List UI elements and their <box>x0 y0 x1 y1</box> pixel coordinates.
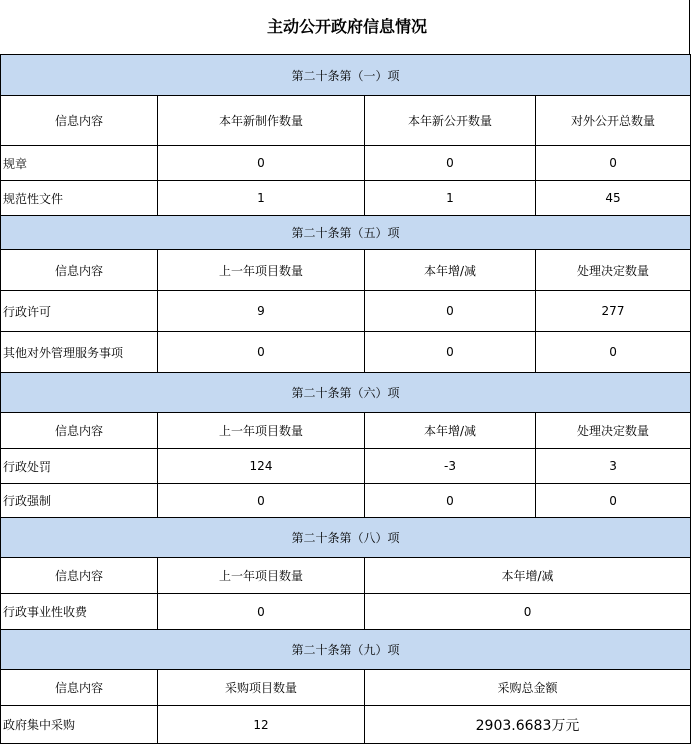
row-label: 行政处罚 <box>1 449 158 484</box>
section-header <box>1 55 691 96</box>
column-header-row <box>1 670 691 706</box>
section-header <box>1 373 691 413</box>
cell-value: 1 <box>365 181 536 216</box>
column-header: 信息内容 <box>1 96 158 146</box>
section-title: 第二十条第（九）项 <box>1 630 691 670</box>
cell-value: 0 <box>158 484 365 518</box>
cell-value: 0 <box>158 594 365 630</box>
table-row <box>1 291 691 332</box>
row-label: 政府集中采购 <box>1 706 158 744</box>
column-header: 上一年项目数量 <box>158 558 365 594</box>
row-label: 其他对外管理服务事项 <box>1 332 158 373</box>
table-row <box>1 146 691 181</box>
cell-value: 277 <box>536 291 691 332</box>
column-header: 本年新制作数量 <box>158 96 365 146</box>
cell-value: 3 <box>536 449 691 484</box>
cell-value: 0 <box>536 146 691 181</box>
row-label: 行政事业性收费 <box>1 594 158 630</box>
table-row <box>1 181 691 216</box>
column-header-row <box>1 250 691 291</box>
column-header: 采购总金额 <box>365 670 691 706</box>
section-title: 第二十条第（五）项 <box>1 216 691 250</box>
section-header <box>1 518 691 558</box>
cell-value: 0 <box>365 291 536 332</box>
cell-value: 0 <box>536 484 691 518</box>
section-header <box>1 630 691 670</box>
section-title: 第二十条第（一）项 <box>1 55 691 96</box>
table-row <box>1 484 691 518</box>
cell-value: 0 <box>536 332 691 373</box>
cell-value: 0 <box>158 146 365 181</box>
column-header: 本年增/减 <box>365 558 691 594</box>
column-header: 本年增/减 <box>365 250 536 291</box>
column-header: 处理决定数量 <box>536 250 691 291</box>
column-header: 对外公开总数量 <box>536 96 691 146</box>
cell-value: 9 <box>158 291 365 332</box>
column-header: 处理决定数量 <box>536 413 691 449</box>
column-header: 信息内容 <box>1 670 158 706</box>
cell-value: 1 <box>158 181 365 216</box>
column-header: 信息内容 <box>1 558 158 594</box>
row-label: 规章 <box>1 146 158 181</box>
column-header: 上一年项目数量 <box>158 413 365 449</box>
column-header-row <box>1 96 691 146</box>
section-header <box>1 216 691 250</box>
cell-value: -3 <box>365 449 536 484</box>
table-row <box>1 706 691 744</box>
cell-value: 124 <box>158 449 365 484</box>
page-title: 主动公开政府信息情况 <box>266 17 427 36</box>
row-label: 规范性文件 <box>1 181 158 216</box>
section-title: 第二十条第（六）项 <box>1 373 691 413</box>
cell-value: 2903.6683万元 <box>365 706 691 744</box>
row-label: 行政强制 <box>1 484 158 518</box>
cell-value: 0 <box>365 146 536 181</box>
cell-value: 0 <box>158 332 365 373</box>
table-row <box>1 332 691 373</box>
row-label: 行政许可 <box>1 291 158 332</box>
column-header-row <box>1 413 691 449</box>
table-row <box>1 594 691 630</box>
divider <box>689 0 690 54</box>
cell-value: 12 <box>158 706 365 744</box>
column-header: 上一年项目数量 <box>158 250 365 291</box>
disclosure-table <box>0 54 691 744</box>
cell-value: 0 <box>365 332 536 373</box>
column-header: 本年增/减 <box>365 413 536 449</box>
table-row <box>1 449 691 484</box>
cell-value: 45 <box>536 181 691 216</box>
column-header: 信息内容 <box>1 413 158 449</box>
column-header: 本年新公开数量 <box>365 96 536 146</box>
column-header: 信息内容 <box>1 250 158 291</box>
column-header-row <box>1 558 691 594</box>
column-header: 采购项目数量 <box>158 670 365 706</box>
section-title: 第二十条第（八）项 <box>1 518 691 558</box>
cell-value: 0 <box>365 484 536 518</box>
cell-value: 0 <box>365 594 691 630</box>
